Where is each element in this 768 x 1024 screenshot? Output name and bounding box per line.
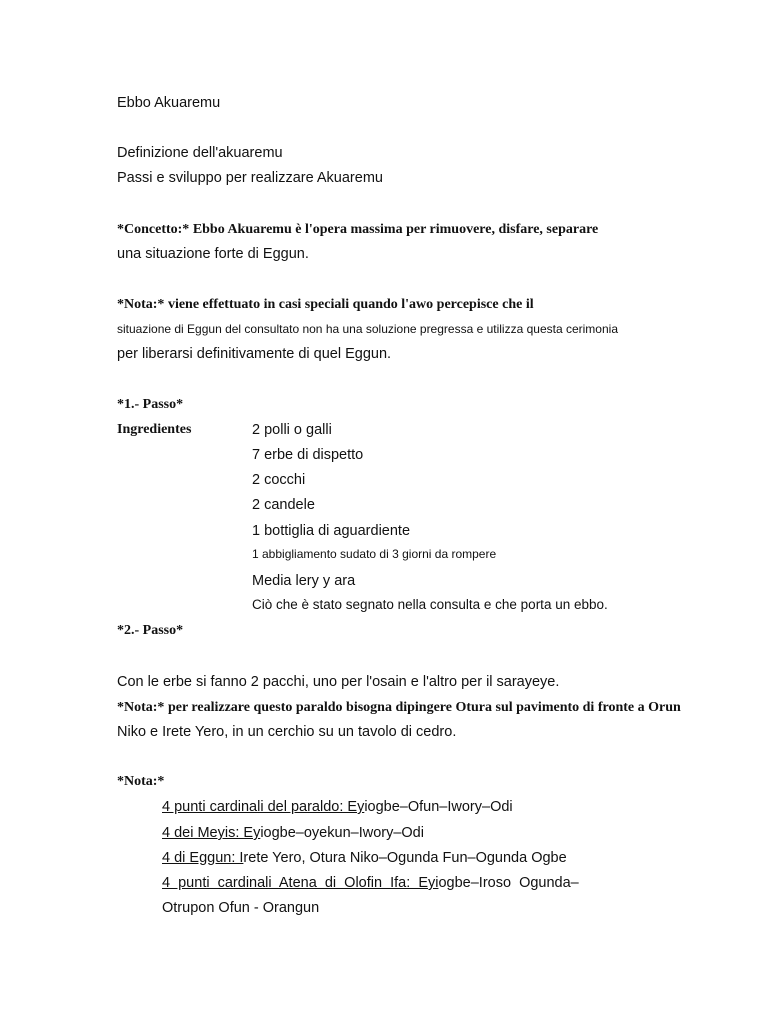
concept-text: Ebbo Akuaremu è l'opera massima per rimuovere, disfare, separare bbox=[189, 222, 599, 237]
step2-heading: *2.- Passo* bbox=[117, 623, 184, 638]
cardinal-item: 4 punti cardinali Atena di Olofin Ifa: Eyiogbe–Iroso Ogunda– bbox=[162, 875, 579, 891]
ingredient-item: Ciò che è stato segnato nella consulta e che porta un ebbo. bbox=[252, 597, 608, 612]
note-text-continued: per liberarsi definitivamente di quel Eggun. bbox=[117, 346, 392, 362]
ingredient-item: Media lery y ara bbox=[252, 573, 356, 589]
step2-note-label: *Nota:* bbox=[117, 700, 165, 715]
concept-paragraph bbox=[117, 220, 598, 239]
ingredient-item: 2 candele bbox=[252, 497, 315, 513]
cardinal-item: 4 punti cardinali del paraldo: Eyiogbe–Ofun–Iwory–Odi bbox=[162, 799, 513, 815]
ingredient-item: 2 cocchi bbox=[252, 472, 306, 488]
concept-text-continued: una situazione forte di Eggun. bbox=[117, 246, 309, 262]
contents-item: Definizione dell'akuaremu bbox=[117, 145, 283, 161]
step2-text: Con le erbe si fanno 2 pacchi, uno per l'osain e l'altro per il sarayeye. bbox=[117, 674, 560, 690]
note3-label: *Nota:* bbox=[117, 774, 165, 789]
ingredient-item: 2 polli o galli bbox=[252, 422, 332, 438]
document-title: Ebbo Akuaremu bbox=[117, 95, 221, 111]
step1-heading: *1.- Passo* bbox=[117, 397, 184, 412]
step2-note-continued: Niko e Irete Yero, in un cerchio su un tavolo di cedro. bbox=[117, 724, 457, 740]
step2-note-text: per realizzare questo paraldo bisogna dipingere Otura sul pavimento di fronte a Orun bbox=[164, 700, 681, 715]
note-text-continued: situazione di Eggun del consultato non ha una soluzione pregressa e utilizza questa cerimonia bbox=[117, 322, 618, 336]
note-label: *Nota:* bbox=[117, 297, 165, 312]
step2-note bbox=[117, 698, 681, 717]
note-text: viene effettuato in casi speciali quando l'awo percepisce che il bbox=[164, 297, 534, 312]
ingredient-item: 7 erbe di dispetto bbox=[252, 447, 364, 463]
cardinal-item: 4 dei Meyis: Eyiogbe–oyekun–Iwory–Odi bbox=[162, 825, 424, 841]
ingredient-item: 1 abbigliamento sudato di 3 giorni da rompere bbox=[252, 547, 497, 561]
contents-item: Passi e sviluppo per realizzare Akuaremu bbox=[117, 170, 383, 186]
cardinal-item: 4 di Eggun: Irete Yero, Otura Niko–Ogunda Fun–Ogunda Ogbe bbox=[162, 850, 567, 866]
cardinal-item-continued: Otrupon Ofun - Orangun bbox=[162, 900, 320, 916]
ingredient-item: 1 bottiglia di aguardiente bbox=[252, 523, 411, 539]
ingredients-label: Ingredientes bbox=[117, 422, 192, 437]
concept-label: *Concetto:* bbox=[117, 222, 190, 237]
note-paragraph bbox=[117, 295, 534, 314]
